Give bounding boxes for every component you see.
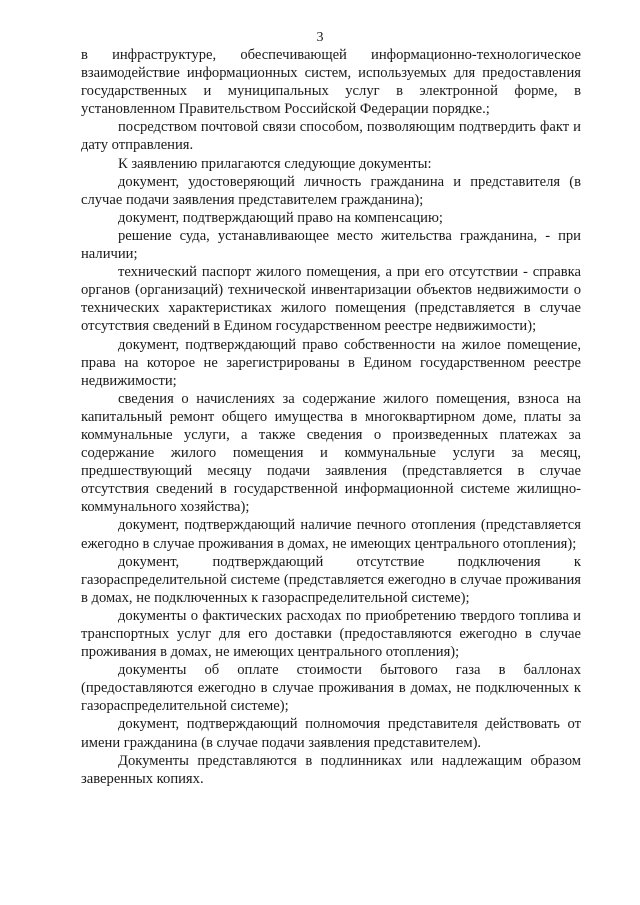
paragraph: сведения о начислениях за содержание жилого помещения, взноса на капитальный ремонт общего имущества в многоквартирном доме, платы за коммунальные услуги, а также сведения о произведенных платежах за содержание жилого помещения и коммунальные услуги за месяц, предшествующий месяцу подачи заявления (представляется в случае отсутствия сведений в государственной информационной системе жилищно-коммунального хозяйства);	[81, 390, 581, 516]
paragraph: Документы представляются в подлинниках или надлежащим образом заверенных копиях.	[81, 752, 581, 787]
paragraph: решение суда, устанавливающее место жительства гражданина, - при наличии;	[81, 227, 581, 263]
paragraph: документ, подтверждающий право на компенсацию;	[118, 209, 443, 226]
paragraph: документ, удостоверяющий личность гражданина и представителя (в случае подачи заявления представителем гражданина);	[81, 173, 581, 208]
paragraph: документ, подтверждающий право собственности на жилое помещение, права на которое не зарегистрированы в Едином государственном реестре недвижимости;	[81, 336, 581, 389]
paragraph: технический паспорт жилого помещения, а при его отсутствии - справка органов (организаций) технической инвентаризации объектов недвижимости о технических характеристиках жилого помещения (представляется в случае отсутствия сведений в Едином государственном реестре недвижимости);	[81, 264, 581, 335]
paragraph: К заявлению прилагаются следующие документы:	[118, 155, 432, 172]
page-number: 3	[316, 30, 324, 45]
paragraph: документ, подтверждающий наличие печного отопления (представляется ежегодно в случае проживания в домах, не имеющих центрального отопления);	[81, 517, 581, 552]
paragraph: документы об оплате стоимости бытового газа в баллонах (предоставляются ежегодно в случае проживания в домах, не подключенных к газораспределительной системе);	[81, 662, 581, 715]
paragraph: документ, подтверждающий отсутствие подключения к газораспределительной системе (представляется ежегодно в случае проживания в домах, не подключенных к газораспределительной системе);	[81, 553, 581, 606]
paragraph: в инфраструктуре, обеспечивающей информационно-технологическое взаимодействие информационных систем, используемых для предоставления государственных и муниципальных услуг в электронной форме, в установленном Правительством Российской Федерации порядке.;	[81, 47, 581, 118]
paragraph: документы о фактических расходах по приобретению твердого топлива и транспортных услуг для его доставки (предоставляются ежегодно в случае проживания в домах, не имеющих центрального отопления);	[81, 607, 581, 661]
paragraph: посредством почтовой связи способом, позволяющим подтвердить факт и дату отправления.	[81, 119, 581, 154]
document-body	[81, 46, 581, 788]
paragraph: документ, подтверждающий полномочия представителя действовать от имени гражданина (в случае подачи заявления представителем).	[81, 716, 581, 751]
